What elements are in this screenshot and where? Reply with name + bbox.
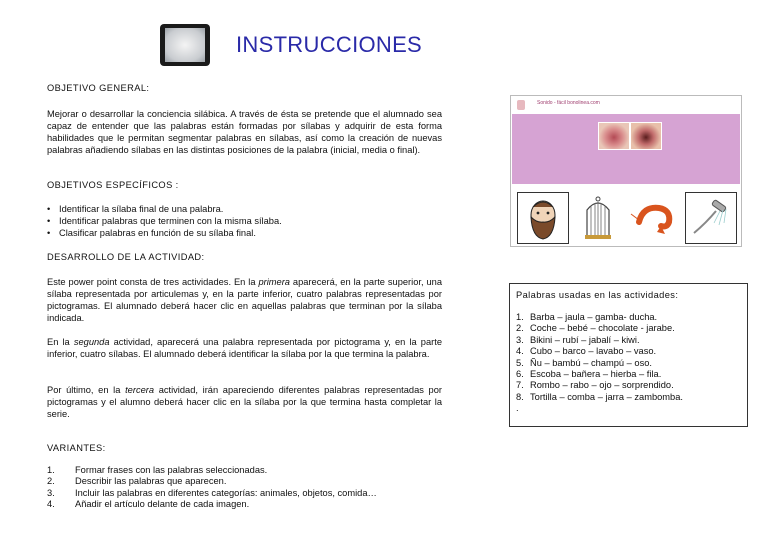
list-item: 7. Rombo – rabo – ojo – sorprendido. (516, 380, 674, 391)
list-item: 3. Incluir las palabras en diferentes categorías: animales, objetos, comida… (47, 487, 377, 498)
variantes-list (47, 465, 447, 511)
palabras-heading: Palabras usadas en las actividades: (516, 290, 679, 300)
mouth-photo (630, 122, 662, 150)
list-item: 1. Formar frases con las palabras seleccionadas. (47, 465, 268, 475)
shrimp-icon (629, 192, 679, 242)
bearded-man-icon (517, 192, 569, 244)
list-item: 4. Cubo – barco – lavabo – vaso. (516, 346, 657, 357)
objetivo-general-heading: OBJETIVO GENERAL: (47, 83, 150, 93)
objetivo-general-text: Mejorar o desarrollar la conciencia silábica. A través de ésta se pretende que el alumnado sea capaz de entender que las palabras están formadas por sílabas y adquirir de esta forma habilidades que le permitan segmentar palabras en sílabas, así como la creación de nuevas palabras añadiendo sílabas en las distintas posiciones de la palabra (inicial, media o final). (47, 109, 442, 155)
lips-photo (598, 122, 630, 150)
desarrollo-paragraph-1: Este power point consta de tres actividades. En la primera aparecerá, en la parte superior, una sílaba representada por articulemas y, en la parte inferior, cuatro palabras representadas por pictogramas. El alumnado deberá hacer clic en aquellas palabras que terminan por la sílaba indicada. (47, 277, 442, 323)
palabras-list (516, 312, 744, 415)
list-item: 4. Añadir el artículo delante de cada imagen. (47, 499, 250, 510)
list-item: 6. Escoba – bañera – hierba – fila. (516, 369, 662, 380)
list-item: • Identificar la sílaba final de una palabra. (47, 203, 447, 215)
desarrollo-heading: DESARROLLO DE LA ACTIVIDAD: (47, 252, 205, 262)
page-title: INSTRUCCIONES (236, 32, 423, 57)
list-item: • Identificar palabras que terminen con la misma sílaba. (47, 215, 447, 227)
list-item: 8. Tortilla – comba – jarra – zambomba. (516, 391, 683, 402)
desarrollo-paragraph-3: Por último, en la tercera actividad, irán apareciendo diferentes palabras representadas por pictogramas y el alumno deberá hacer clic en la sílaba por la que termina hasta completar la serie. (47, 385, 442, 419)
slide-logo-icon (517, 100, 525, 110)
palabras-card (509, 283, 748, 427)
slide-url: Sonido - fácil bonolinea.com (537, 100, 600, 106)
desarrollo-paragraph-2: En la segunda actividad, aparecerá una palabra representada por pictograma y, en la parte inferior, cuatro sílabas. El alumnado deberá identificar la sílaba por la que termina la palabra. (47, 337, 442, 359)
objetivos-especificos-heading: OBJETIVOS ESPECÍFICOS : (47, 180, 179, 190)
list-item: 3. Bikini – rubí – jabalí – kiwi. (516, 334, 640, 345)
list-item: 2. Describir las palabras que aparecen. (47, 476, 227, 487)
objetivos-especificos-list (47, 203, 447, 239)
list-item: 2. Coche – bebé – chocolate - jarabe. (516, 323, 675, 334)
list-item: . (516, 403, 519, 414)
slide-preview (510, 95, 742, 247)
variantes-heading: VARIANTES: (47, 443, 106, 453)
birdcage-icon (573, 192, 623, 242)
slide-syllable-area (512, 114, 740, 184)
list-item: 1. Barba – jaula – gamba- ducha. (516, 312, 658, 322)
list-item: 5. Ñu – bambú – champú – oso. (516, 357, 652, 368)
list-item: • Clasificar palabras en función de su sílaba final. (47, 227, 447, 239)
shower-icon (685, 192, 737, 244)
tablet-icon (160, 24, 210, 66)
